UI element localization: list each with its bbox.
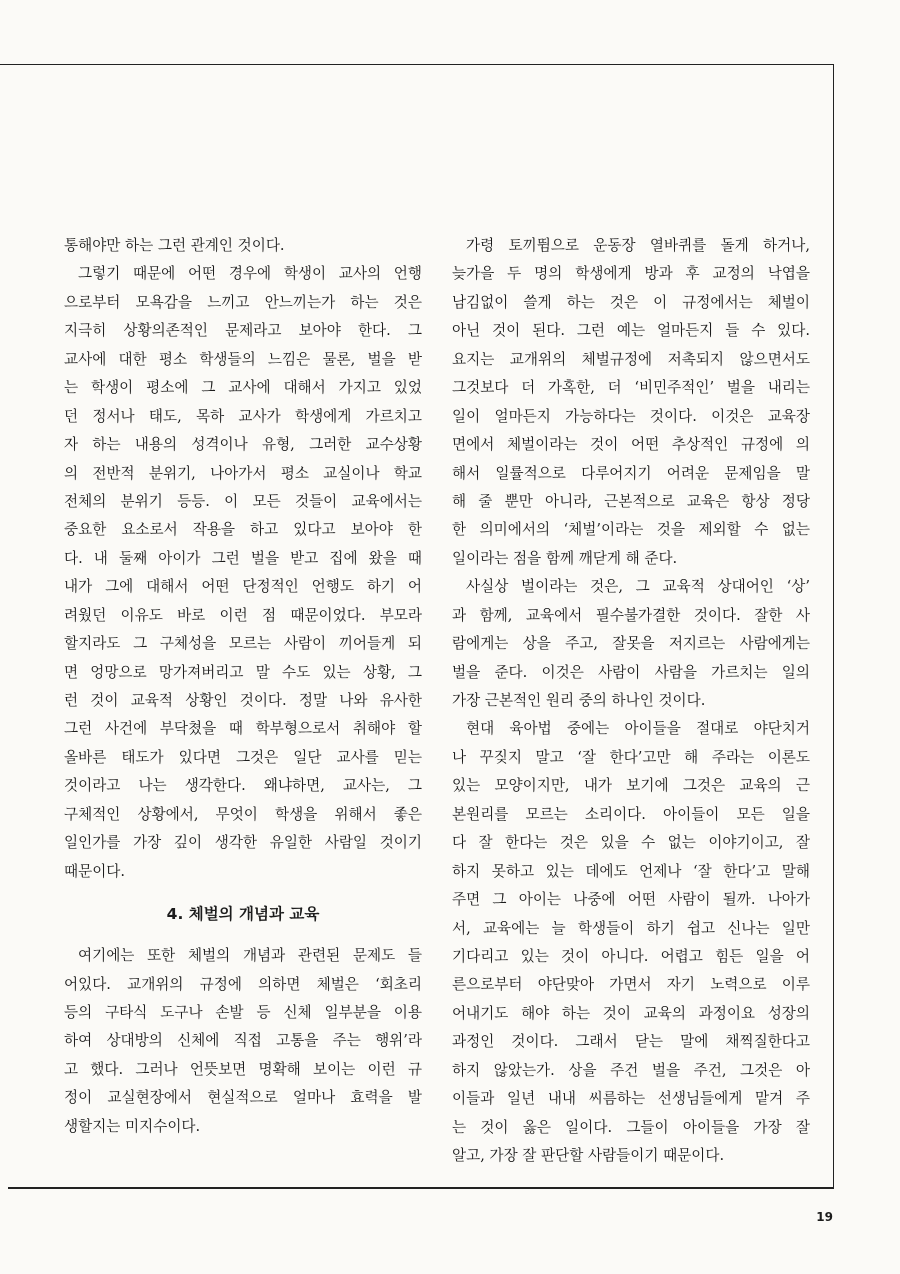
text-line: 요지는 교개위의 체벌규정에 저촉되지 않으면서도	[452, 350, 810, 368]
text-line: 다 잘 한다는 것은 있을 수 없는 이야기이고, 잘	[452, 834, 810, 852]
text-line: 이들과 일년 내내 씨름하는 선생님들에게 맡겨 주	[452, 1090, 810, 1108]
right-column	[452, 232, 810, 1170]
text-line: 올바른 태도가 있다면 그것은 일단 교사를 믿는	[64, 748, 422, 766]
text-line: 가령 토끼뜀으로 운동장 열바퀴를 돌게 하거나,	[466, 237, 810, 254]
text-line: 어있다. 교개위의 규정에 의하면 체벌은 ‘회초리	[64, 975, 422, 993]
text-line: 때문이다.	[64, 862, 126, 880]
text-line: 것이라고 나는 생각한다. 왜냐하면, 교사는, 그	[64, 777, 422, 795]
right-para-2	[452, 573, 810, 715]
text-line: 생할지는 미지수이다.	[64, 1117, 201, 1135]
text-line: 서, 교육에는 늘 학생들이 하기 쉽고 신나는 일만	[452, 919, 810, 937]
text-line: 현대 육아법 중에는 아이들을 절대로 야단치거	[466, 720, 810, 738]
left-column	[64, 232, 422, 1141]
text-line: 일이라는 점을 함께 깨닫게 해 준다.	[452, 549, 678, 567]
text-line: 통해야만 하는 그런 관계인 것이다.	[64, 237, 285, 254]
left-para-2	[64, 260, 422, 886]
right-para-3	[452, 715, 810, 1170]
text-line: 가장 근본적인 원리 중의 하나인 것이다.	[452, 692, 706, 709]
text-line: 는 것이 옳은 일이다. 그들이 아이들을 가장 잘	[452, 1118, 810, 1136]
text-line: 른으로부터 야단맞아 가면서 자기 노력으로 이루	[452, 976, 810, 994]
text-line: 람에게는 상을 주고, 잘못을 저지르는 사람에게는	[452, 635, 810, 653]
text-line: 어내기도 해야 하는 것이 교육의 과정이요 성장의	[452, 1004, 810, 1022]
text-line: 하지 않았는가. 상을 주건 벌을 주건, 그것은 아	[452, 1061, 810, 1079]
text-line: 해 줄 뿐만 아니라, 근본적으로 교육은 항상 정당	[452, 492, 810, 510]
text-line: 본원리를 모르는 소리이다. 아이들이 모든 일을	[452, 805, 810, 823]
text-line: 할지라도 그 구체성을 모르는 사람이 끼어들게 되	[64, 635, 422, 653]
text-line: 자 하는 내용의 성격이나 유형, 그러한 교수상황	[64, 436, 422, 454]
text-line: 아닌 것이 된다. 그런 예는 얼마든지 들 수 있다.	[452, 322, 810, 340]
text-line: 는 학생이 평소에 그 교사에 대해서 가지고 있었	[64, 379, 422, 397]
text-line: 교사에 대한 평소 학생들의 느낌은 물론, 벌을 받	[64, 350, 422, 368]
text-line: 과 함께, 교육에서 필수불가결한 것이다. 잘한 사	[452, 606, 810, 624]
text-line: 던 정서나 태도, 목하 교사가 학생에게 가르치고	[64, 407, 422, 425]
text-line: 벌을 준다. 이것은 사람이 사람을 가르치는 일의	[452, 663, 810, 681]
text-line: 있는 모양이지만, 내가 보기에 그것은 교육의 근	[452, 777, 810, 795]
left-para-3	[64, 942, 422, 1141]
text-line: 으로부터 모욕감을 느끼고 안느끼는가 하는 것은	[64, 293, 422, 311]
text-line: 일이 얼마든지 가능하다는 것이다. 이것은 교육장	[452, 407, 810, 425]
text-line: 한 의미에서의 ‘체벌’이라는 것을 제외할 수 없는	[452, 521, 810, 539]
text-line: 내가 그에 대해서 어떤 단정적인 언행도 하기 어	[64, 578, 422, 596]
text-line: 남김없이 쓸게 하는 것은 이 규정에서는 체벌이	[452, 293, 810, 311]
text-line: 그것보다 더 가혹한, 더 ‘비민주적인’ 벌을 내리는	[452, 379, 810, 397]
text-line: 전체의 분위기 등등. 이 모든 것들이 교육에서는	[64, 492, 422, 510]
text-line: 의 전반적 분위기, 나아가서 평소 교실이나 학교	[64, 464, 422, 482]
text-line: 등의 구타식 도구나 손발 등 신체 일부분을 이용	[64, 1003, 422, 1021]
section-heading: 4. 체벌의 개념과 교육	[166, 905, 320, 924]
text-line: 해서 일률적으로 다루어지기 어려운 문제임을 말	[452, 464, 810, 482]
text-line: 기다리고 있는 것이 아니다. 어렵고 힘든 일을 어	[452, 947, 810, 965]
right-para-1	[452, 232, 810, 573]
text-line: 면에서 체벌이라는 것이 어떤 추상적인 규정에 의	[452, 436, 810, 454]
page-number: 19	[816, 1210, 833, 1224]
text-line: 알고, 가장 잘 판단할 사람들이기 때문이다.	[452, 1147, 725, 1164]
page-frame-right-rule	[833, 64, 834, 1188]
text-line: 그렇기 때문에 어떤 경우에 학생이 교사의 언행	[78, 265, 422, 283]
text-line: 주면 그 아이는 나중에 어떤 사람이 될까. 나아가	[452, 891, 810, 909]
text-line: 중요한 요소로서 작용을 하고 있다고 보아야 한	[64, 521, 422, 539]
text-line: 런 것이 교육적 상황인 것이다. 정말 나와 유사한	[64, 692, 422, 709]
text-line: 사실상 벌이라는 것은, 그 교육적 상대어인 ‘상’	[466, 578, 810, 596]
text-line: 려웠던 이유도 바로 이런 점 때문이었다. 부모라	[64, 606, 422, 624]
left-para-1	[64, 232, 422, 260]
text-line: 면 엉망으로 망가져버리고 말 수도 있는 상황, 그	[64, 663, 422, 681]
text-line: 늦가을 두 명의 학생에게 방과 후 교정의 낙엽을	[452, 265, 810, 283]
text-line: 정이 교실현장에서 현실적으로 얼마나 효력을 발	[64, 1089, 422, 1107]
page-frame-top-rule	[0, 64, 834, 65]
text-line: 고 했다. 그러나 언뜻보면 명확해 보이는 이런 규	[64, 1060, 422, 1078]
text-line: 그런 사건에 부닥쳤을 때 학부형으로서 취해야 할	[64, 720, 422, 738]
text-line: 다. 내 둘째 아이가 그런 벌을 받고 집에 왔을 때	[64, 549, 422, 567]
text-line: 여기에는 또한 체벌의 개념과 관련된 문제도 들	[78, 947, 422, 965]
text-line: 일인가를 가장 깊이 생각한 유일한 사람일 것이기	[64, 834, 422, 852]
text-line: 구체적인 상황에서, 무엇이 학생을 위해서 좋은	[64, 805, 422, 823]
text-line: 지극히 상황의존적인 문제라고 보아야 한다. 그	[64, 322, 422, 340]
text-line: 하지 못하고 있는 데에도 언제나 ‘잘 한다’고 말해	[452, 862, 810, 880]
text-line: 나 꾸짖지 말고 ‘잘 한다’고만 해 주라는 이론도	[452, 748, 810, 766]
text-line: 과정인 것이다. 그래서 닫는 말에 채찍질한다고	[452, 1033, 810, 1051]
page-frame-bottom-rule	[8, 1187, 834, 1189]
text-line: 하여 상대방의 신체에 직접 고통을 주는 행위’라	[64, 1032, 422, 1050]
